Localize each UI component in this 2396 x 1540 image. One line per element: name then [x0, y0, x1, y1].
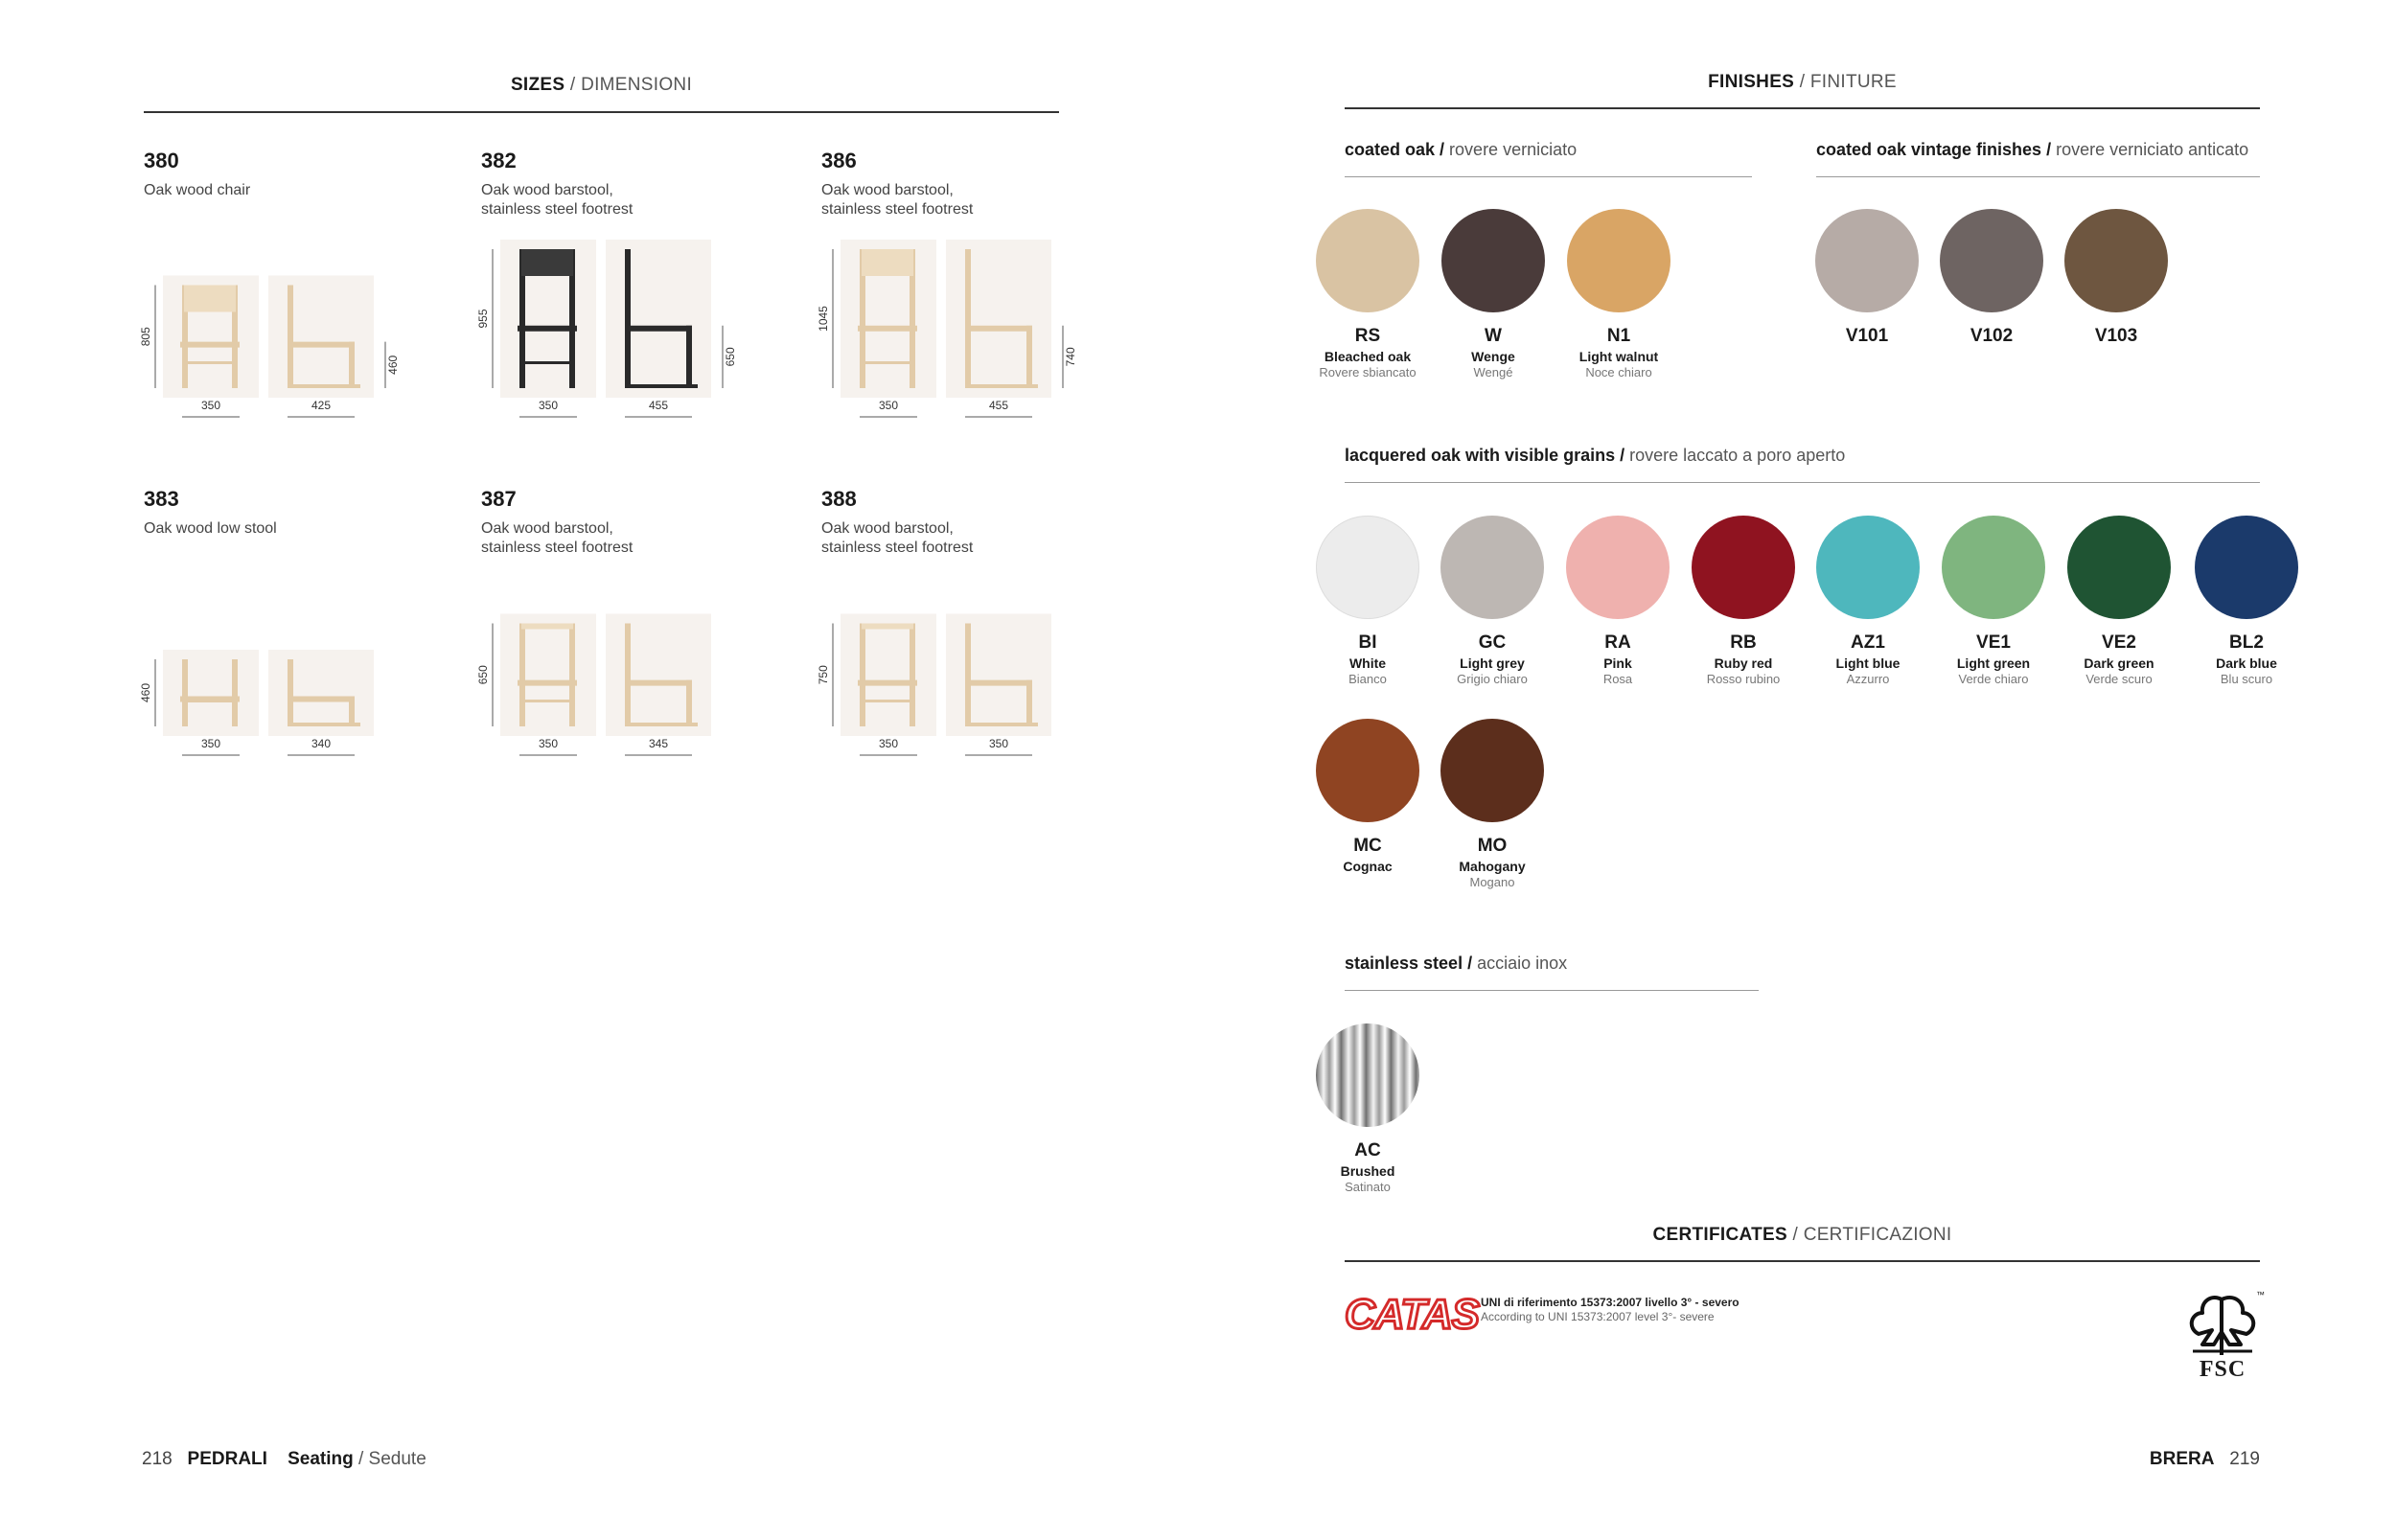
product-drawing — [802, 554, 1090, 755]
steel-title: stainless steel / acciaio inox — [1345, 954, 1568, 973]
catas-logo-text: CATAS — [1345, 1291, 1480, 1338]
width-dimension: 350 — [200, 737, 221, 750]
swatch-disc — [2067, 516, 2171, 619]
swatch-name-it: Rosso rubino — [1706, 672, 1781, 686]
chair-side-seat — [965, 326, 1032, 332]
swatch-name: Brushed — [1340, 1163, 1395, 1179]
product-description: Oak wood barstool, stainless steel footrest — [481, 182, 634, 218]
finish-swatch-w — [1431, 209, 1555, 379]
swatch-name-it: Grigio chiaro — [1457, 672, 1528, 686]
vintage-rule — [1816, 176, 2260, 177]
swatch-code: RA — [1604, 632, 1631, 653]
certificates-rule — [1345, 1260, 2260, 1262]
chair-side-leg — [1026, 680, 1032, 726]
chair-footrest — [184, 361, 236, 364]
swatch-disc — [1566, 516, 1670, 619]
chair-side-base — [625, 723, 698, 726]
product-drawing — [462, 216, 749, 417]
side-view-bg — [268, 276, 374, 399]
chair-side-seat — [625, 326, 692, 332]
swatch-name: Dark green — [2084, 655, 2154, 671]
swatch-disc — [1816, 516, 1920, 619]
width-dimension: 350 — [538, 737, 559, 750]
chair-footrest — [521, 361, 573, 364]
product-code: 380 — [144, 149, 179, 172]
height-dimension: 460 — [139, 682, 152, 703]
swatch-name: Ruby red — [1714, 655, 1773, 671]
swatch-name: Bleached oak — [1324, 349, 1412, 364]
product-388 — [817, 487, 1138, 793]
right-page-number: 219 — [2229, 1449, 2260, 1469]
chair-side-base — [288, 384, 360, 388]
swatch-disc — [1567, 209, 1670, 312]
swatch-disc — [1316, 209, 1419, 312]
swatch-code: MO — [1477, 836, 1508, 856]
front-view-bg — [841, 614, 936, 737]
finish-swatch-ra — [1555, 516, 1680, 686]
finishes-rule — [1345, 107, 2260, 109]
swatch-disc — [1440, 719, 1544, 822]
swatch-name: Light walnut — [1578, 349, 1659, 364]
swatch-name: Mahogany — [1459, 859, 1526, 874]
swatch-code: MC — [1353, 836, 1382, 856]
product-drawing — [802, 216, 1090, 417]
chair-backrest — [184, 286, 236, 312]
depth-dimension: 340 — [311, 737, 332, 750]
product-code: 388 — [821, 487, 857, 511]
chair-side-base — [625, 384, 698, 388]
chair-side-leg — [686, 680, 692, 726]
swatch-name-it: Blu scuro — [2220, 672, 2273, 686]
chair-side-leg — [625, 249, 631, 388]
swatch-code: VE2 — [2102, 632, 2136, 653]
catas-logo — [1345, 1292, 1479, 1338]
front-view-bg — [500, 614, 596, 737]
chair-seat — [518, 680, 577, 686]
finish-swatch-rs — [1305, 209, 1430, 379]
swatch-disc — [1942, 516, 2045, 619]
left-page-number: 218 — [142, 1449, 173, 1469]
swatch-name: Light blue — [1835, 655, 1901, 671]
product-380 — [139, 149, 460, 455]
side-view-bg — [946, 240, 1051, 398]
swatch-code: BI — [1358, 632, 1377, 653]
swatch-name: Light green — [1956, 655, 2031, 671]
swatch-name: Wenge — [1471, 349, 1515, 364]
finish-swatch-n1 — [1556, 209, 1681, 379]
swatch-code: RS — [1354, 326, 1381, 346]
swatch-name-it: Azzurro — [1846, 672, 1890, 686]
swatch-disc — [1316, 516, 1419, 619]
finish-swatch-ac — [1305, 1023, 1430, 1194]
swatch-disc — [1692, 516, 1795, 619]
front-view-bg — [163, 650, 259, 736]
finish-swatch-ve2 — [2057, 516, 2181, 686]
chair-side-base — [288, 723, 360, 726]
chair-side-base — [965, 723, 1038, 726]
catas-text: UNI di riferimento 15373:2007 livello 3° - severo According to UNI 15373:2007 level 3°- severe — [1481, 1296, 1739, 1323]
finish-swatch-rb — [1681, 516, 1806, 686]
chair-seat — [180, 342, 240, 348]
chair-leg — [519, 624, 525, 727]
steel-rule — [1345, 990, 1759, 991]
footer-right — [2150, 1449, 2260, 1470]
chair-side-leg — [625, 624, 631, 727]
chair-leg — [569, 624, 575, 727]
swatch-code: BL2 — [2229, 632, 2264, 653]
product-382 — [476, 149, 797, 455]
seat-dimension: 460 — [386, 355, 400, 375]
collection-name: BRERA — [2149, 1449, 2215, 1469]
swatch-disc — [2064, 209, 2168, 312]
product-drawing — [125, 216, 412, 417]
swatch-name: White — [1348, 655, 1387, 671]
chair-backrest — [521, 249, 573, 276]
swatch-name: Light grey — [1460, 655, 1525, 671]
product-drawing — [125, 554, 412, 755]
chair-side-leg — [1026, 326, 1032, 388]
chair-footrest — [862, 700, 913, 702]
coated-oak-rule — [1345, 176, 1752, 177]
chair-leg — [232, 659, 238, 726]
chair-leg — [860, 624, 865, 727]
swatch-disc — [1440, 516, 1544, 619]
chair-side-leg — [686, 326, 692, 388]
swatch-code: GC — [1478, 632, 1507, 653]
swatch-name: Cognac — [1343, 859, 1393, 874]
product-387 — [476, 487, 797, 793]
chair-side-base — [965, 384, 1038, 388]
product-code: 387 — [481, 487, 517, 511]
depth-dimension: 350 — [988, 737, 1009, 750]
swatch-disc — [2195, 516, 2298, 619]
chair-seat — [858, 326, 917, 332]
chair-seat — [518, 326, 577, 332]
finish-swatch-bi — [1305, 516, 1430, 686]
swatch-disc — [1316, 719, 1419, 822]
swatch-name-it: Rovere sbiancato — [1319, 365, 1417, 379]
product-383 — [139, 487, 460, 793]
chair-side-leg — [349, 342, 355, 388]
fsc-logo-text: FSC — [2199, 1357, 2246, 1382]
width-dimension: 350 — [200, 399, 221, 412]
section-name: Seating — [288, 1449, 354, 1469]
swatch-disc — [1940, 209, 2043, 312]
chair-backrest — [521, 624, 573, 630]
chair-footrest — [862, 361, 913, 364]
product-description: Oak wood barstool, stainless steel footrest — [821, 182, 974, 218]
product-code: 386 — [821, 149, 857, 172]
swatch-name-it: Verde scuro — [2085, 672, 2153, 686]
swatch-disc — [1316, 1023, 1419, 1127]
product-code: 383 — [144, 487, 179, 511]
side-view-bg — [606, 614, 711, 737]
lacquered-title: lacquered oak with visible grains / rovere laccato a poro aperto — [1345, 446, 1846, 465]
swatch-code: RB — [1730, 632, 1757, 653]
product-description: Oak wood chair — [144, 182, 251, 198]
product-description: Oak wood barstool, stainless steel footrest — [481, 520, 634, 556]
chair-footrest — [184, 700, 236, 702]
finish-swatch-v102 — [1929, 209, 2054, 347]
chair-leg — [910, 624, 915, 727]
sizes-rule — [144, 111, 1059, 113]
chair-leg — [182, 659, 188, 726]
chair-footrest — [521, 700, 573, 702]
side-view-bg — [946, 614, 1051, 737]
product-code: 382 — [481, 149, 517, 172]
depth-dimension: 345 — [648, 737, 669, 750]
chair-side-leg — [349, 697, 355, 727]
product-description: Oak wood low stool — [144, 520, 277, 537]
swatch-code: V102 — [1970, 326, 2014, 346]
swatch-name-it: Satinato — [1345, 1180, 1391, 1194]
swatch-code: V101 — [1845, 326, 1889, 346]
width-dimension: 350 — [538, 399, 559, 412]
certificates-title: CERTIFICATES / CERTIFICAZIONI — [1652, 1225, 1952, 1245]
finishes-title: FINISHES / FINITURE — [1708, 72, 1897, 92]
swatch-name-it: Wengé — [1473, 365, 1513, 379]
swatch-code: N1 — [1606, 326, 1631, 346]
finish-swatch-az1 — [1806, 516, 1930, 686]
width-dimension: 350 — [878, 399, 899, 412]
swatch-code: V103 — [2094, 326, 2138, 346]
chair-side-leg — [965, 249, 971, 388]
chair-seat — [858, 680, 917, 686]
depth-dimension: 455 — [648, 399, 669, 412]
swatch-disc — [1815, 209, 1919, 312]
swatch-name-it: Verde chiaro — [1958, 672, 2029, 686]
swatch-name: Pink — [1603, 655, 1632, 671]
swatch-name-it: Mogano — [1469, 875, 1515, 889]
finish-swatch-bl2 — [2184, 516, 2309, 686]
finish-swatch-mo — [1430, 719, 1555, 889]
height-dimension: 1045 — [817, 306, 830, 332]
finish-swatch-v103 — [2054, 209, 2178, 347]
brand-name: PEDRALI — [187, 1449, 267, 1469]
swatch-code: AZ1 — [1851, 632, 1885, 653]
finish-swatch-ve1 — [1931, 516, 2056, 686]
chair-side-leg — [288, 659, 293, 726]
swatch-name-it: Bianco — [1348, 672, 1387, 686]
swatch-code: W — [1485, 326, 1502, 346]
width-dimension: 350 — [878, 737, 899, 750]
chair-side-seat — [625, 680, 692, 686]
product-description: Oak wood barstool, stainless steel footrest — [821, 520, 974, 556]
depth-dimension: 425 — [311, 399, 332, 412]
height-dimension: 750 — [817, 665, 830, 685]
product-386 — [817, 149, 1138, 455]
chair-side-seat — [288, 342, 355, 348]
swatch-name-it: Noce chiaro — [1585, 365, 1652, 379]
seat-dimension: 740 — [1064, 347, 1077, 367]
finish-swatch-gc — [1430, 516, 1555, 686]
depth-dimension: 455 — [988, 399, 1009, 412]
height-dimension: 805 — [139, 327, 152, 347]
swatch-code: AC — [1354, 1140, 1381, 1161]
fsc-logo — [2183, 1290, 2265, 1388]
chair-side-seat — [965, 680, 1032, 686]
swatch-code: VE1 — [1976, 632, 2011, 653]
chair-side-leg — [288, 286, 293, 389]
product-drawing — [462, 554, 749, 755]
chair-backrest — [862, 624, 913, 630]
swatch-disc — [1441, 209, 1545, 312]
side-view-bg — [606, 240, 711, 398]
lacquered-rule — [1345, 482, 2260, 483]
chair-side-leg — [965, 624, 971, 727]
fsc-tree-icon — [2183, 1292, 2262, 1359]
vintage-title: coated oak vintage finishes / rovere verniciato anticato — [1816, 140, 2249, 159]
seat-dimension: 650 — [724, 347, 737, 367]
height-dimension: 955 — [476, 309, 490, 329]
fsc-trademark: ™ — [2256, 1290, 2265, 1299]
coated-oak-title: coated oak / rovere verniciato — [1345, 140, 1578, 159]
footer-left: 218 PEDRALI Seating / Sedute — [142, 1449, 426, 1469]
chair-side-seat — [288, 697, 355, 702]
height-dimension: 650 — [476, 665, 490, 685]
swatch-name: Dark blue — [2216, 655, 2277, 671]
swatch-name-it: Rosa — [1602, 672, 1633, 686]
sizes-title: SIZES / DIMENSIONI — [510, 75, 693, 95]
chair-backrest — [862, 249, 913, 276]
finish-swatch-v101 — [1805, 209, 1929, 347]
finish-swatch-mc — [1305, 719, 1430, 875]
